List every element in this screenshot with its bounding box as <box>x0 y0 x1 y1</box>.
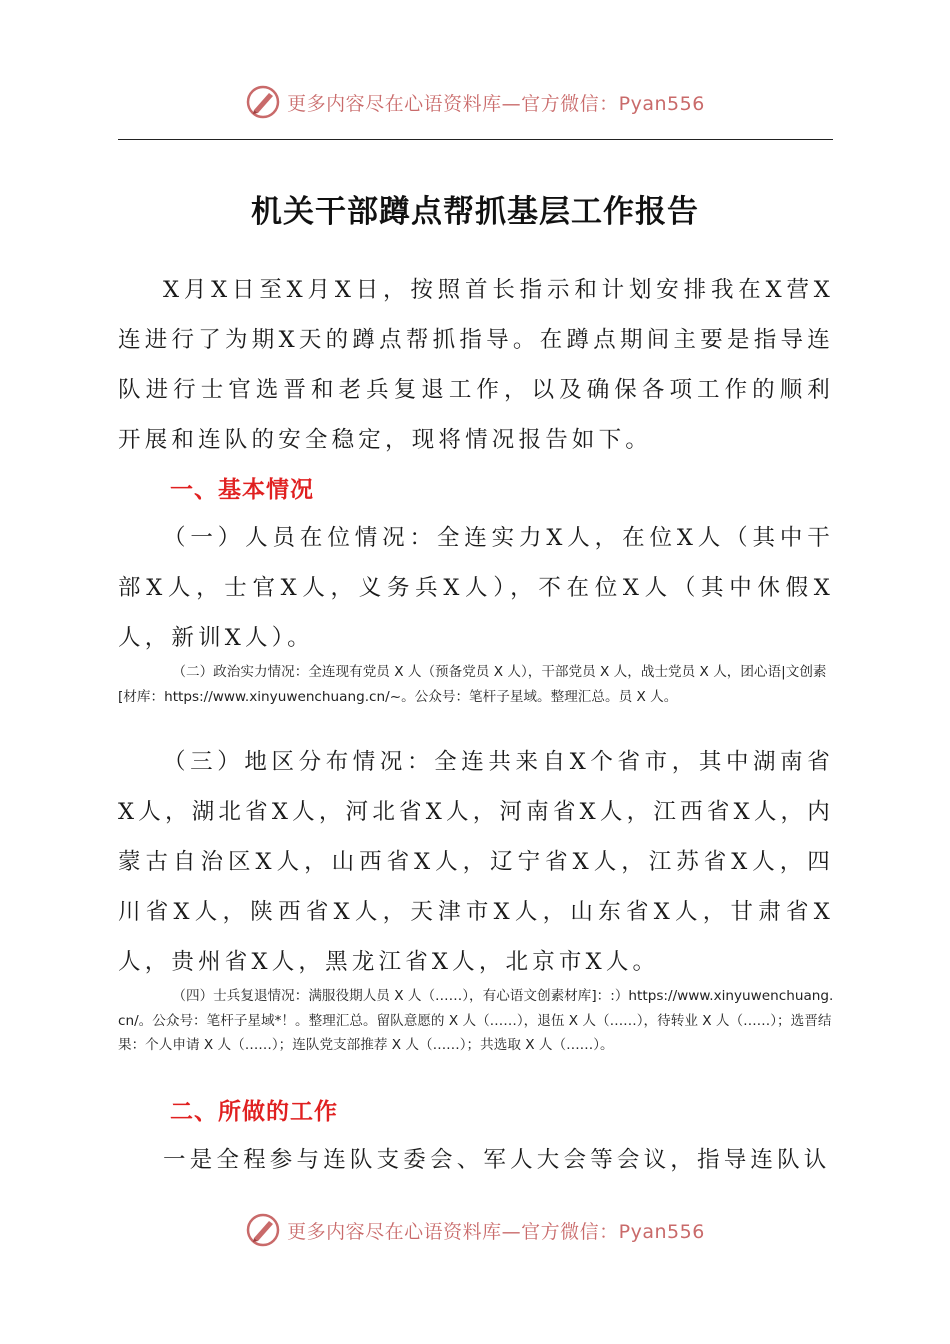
watermark-text: 更多内容尽在心语资料库—官方微信：Pyan556 <box>287 92 705 115</box>
watermark-header <box>0 82 950 122</box>
intro-paragraph: X月X日至X月X日，按照首长指示和计划安排我在X营X连进行了为期X天的蹲点帮抓指导。在蹲点期间主要是指导连队进行士官选晋和老兵复退工作，以及确保各项工作的顺利开展和连队的安全稳定，现将情况报告如下。 <box>118 277 834 453</box>
item-political: （二）政治实力情况：全连现有党员 X 人（预备党员 X 人），干部党员 X 人，战士党员 X 人，团心语|文创素[材库：https://www.xinyuwenchuang.cn/~。公众号：笔杆子星域。整理汇总。员 X 人。 <box>118 664 827 705</box>
item-personnel: （一）人员在位情况：全连实力X人，在位X人（其中干部X人，士官X人，义务兵X人），不在位X人（其中休假X人，新训X人）。 <box>118 525 834 651</box>
watermark-text: 更多内容尽在心语资料库—官方微信：Pyan556 <box>287 1220 705 1243</box>
header-divider <box>118 139 833 140</box>
page-title: 机关干部蹲点帮抓基层工作报告 <box>251 194 699 230</box>
pen-circle-logo-icon <box>245 1212 281 1248</box>
section-heading-work: 二、所做的工作 <box>170 1099 338 1125</box>
pen-circle-logo-icon <box>245 84 281 120</box>
section-heading-basic: 一、基本情况 <box>170 477 314 503</box>
item-work-first: 一是全程参与连队支委会、军人大会等会议，指导连队认 <box>163 1147 831 1173</box>
item-discharge: （四）士兵复退情况：满服役期人员 X 人（……），有心语文创素材库]：:）https://www.xinyuwenchuang.cn/。公众号：笔杆子星域*！。整理汇总。留队意愿的 X 人（……），退伍 X 人（……），待转业 X 人（……）；选晋结果：个人申请 X 人（……）；连队党支部推荐 X 人（……）；共选取 X 人（……）。 <box>118 988 834 1053</box>
watermark-footer <box>0 1210 950 1250</box>
item-regions: （三）地区分布情况：全连共来自X个省市，其中湖南省X人，湖北省X人，河北省X人，河南省X人，江西省X人，内蒙古自治区X人，山西省X人，辽宁省X人，江苏省X人，四川省X人，陕西省X人，天津市X人，山东省X人，甘肃省X人，贵州省X人，黑龙江省X人，北京市X人。 <box>118 749 834 975</box>
